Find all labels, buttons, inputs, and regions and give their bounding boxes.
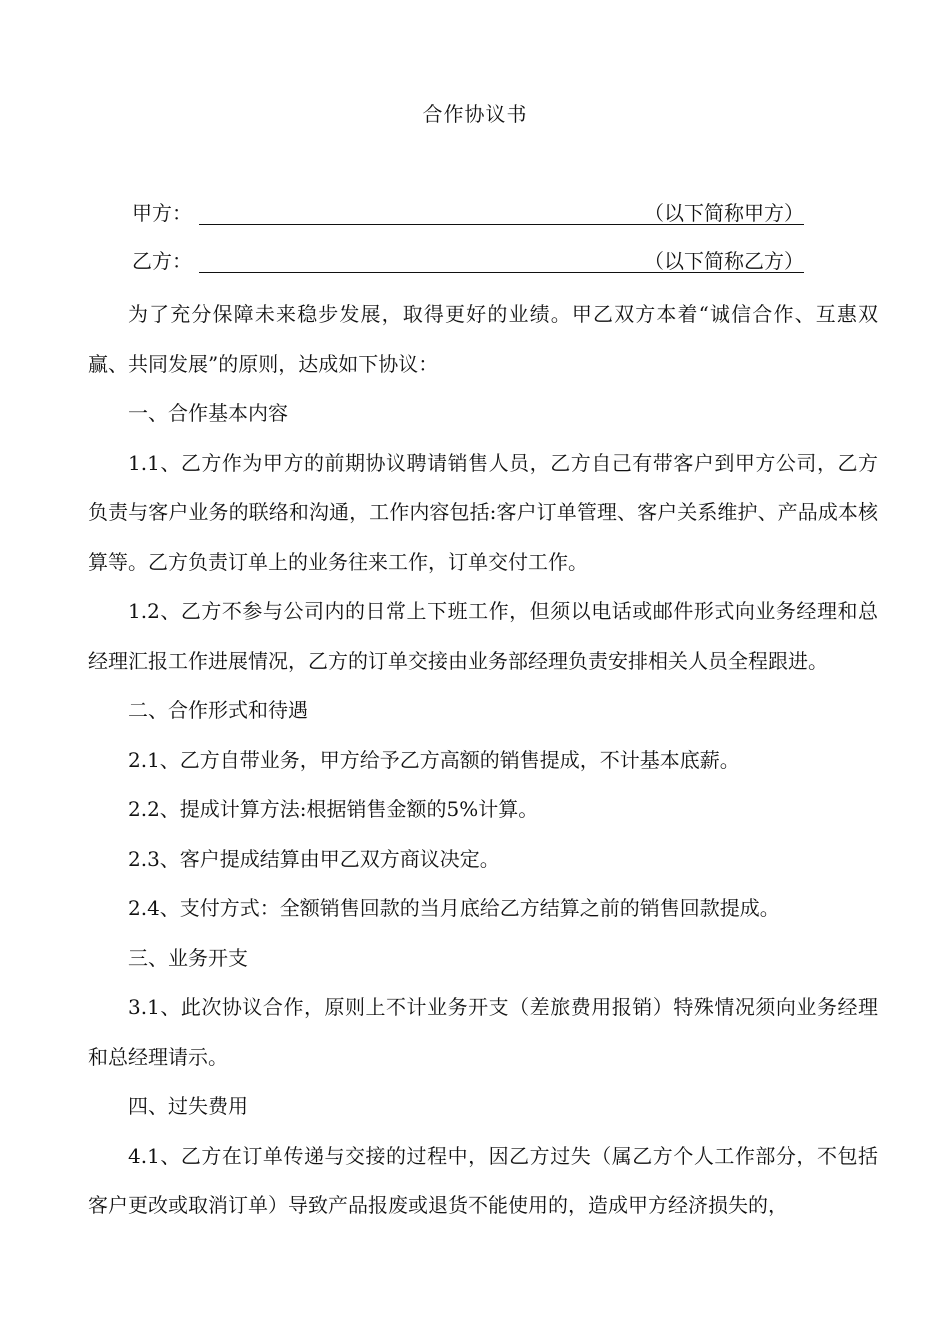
clause-4-1: 4.1、乙方在订单传递与交接的过程中，因乙方过失（属乙方个人工作部分，不包括客户更改或取消订单）导致产品报废或退货不能使用的，造成甲方经济损失的， (88, 1143, 878, 1217)
section-heading-2: 二、合作形式和待遇 (128, 698, 308, 722)
document-title: 合作协议书 (422, 102, 528, 126)
intro-paragraph: 为了充分保障未来稳步发展，取得更好的业绩。甲乙双方本着“诚信合作、互惠双赢、共同发展”的原则，达成如下协议： (88, 302, 878, 376)
clause-2-4: 2.4、支付方式：全额销售回款的当月底给乙方结算之前的销售回款提成。 (128, 896, 780, 920)
party-a-note: （以下简称甲方） (644, 201, 804, 225)
document-body (88, 290, 878, 1231)
party-b-label: 乙方： (132, 249, 192, 273)
clause-1-2: 1.2、乙方不参与公司内的日常上下班工作，但须以电话或邮件形式向业务经理和总经理汇报工作进展情况，乙方的订单交接由业务部经理负责安排相关人员全程跟进。 (88, 599, 878, 673)
party-b-note: （以下简称乙方） (644, 249, 804, 273)
clause-2-2: 2.2、提成计算方法:根据销售金额的5%计算。 (128, 797, 539, 821)
party-a-label: 甲方： (132, 201, 192, 225)
section-heading-3: 三、业务开支 (128, 945, 248, 970)
clause-2-1: 2.1、乙方自带业务，甲方给予乙方高额的销售提成，不计基本底薪。 (128, 747, 740, 772)
party-b-line (132, 246, 804, 276)
party-a-line (132, 198, 804, 228)
clause-2-3: 2.3、客户提成结算由甲乙双方商议决定。 (128, 846, 500, 871)
clause-1-1: 1.1、乙方作为甲方的前期协议聘请销售人员，乙方自己有带客户到甲方公司，乙方负责与客户业务的联络和沟通，工作内容包括:客户订单管理、客户关系维护、产品成本核算等。乙方负责订单上的业务往来工作，订单交付工作。 (88, 450, 878, 574)
clause-3-1: 3.1、此次协议合作，原则上不计业务开支（差旅费用报销）特殊情况须向业务经理和总经理请示。 (88, 995, 878, 1069)
section-heading-4: 四、过失费用 (128, 1094, 248, 1118)
section-heading-1: 一、合作基本内容 (128, 401, 288, 425)
